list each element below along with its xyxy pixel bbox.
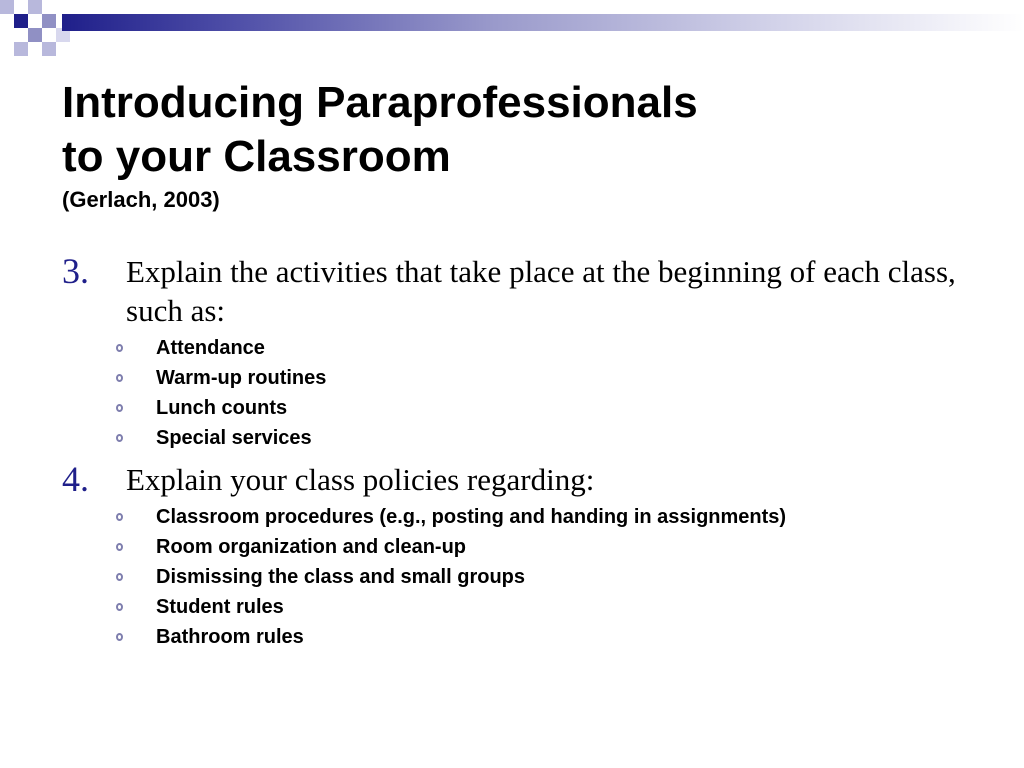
title-line-2: to your Classroom [62,132,451,181]
item-text: Explain the activities that take place at the beginning of each class, such as: [126,254,956,328]
deco-square [28,0,42,14]
item-number: 4. [62,459,89,499]
sub-item-text: Dismissing the class and small groups [156,566,526,588]
slide-title [62,76,698,214]
item-number: 3. [62,251,89,291]
sub-list-item [156,426,982,450]
circle-bullet-icon [116,543,123,551]
sub-item-text: Attendance [156,337,265,359]
sub-list-item [156,595,982,619]
numbered-item [62,252,982,330]
circle-bullet-icon [116,404,123,412]
sub-list-item [156,535,982,559]
deco-square [14,14,28,28]
title-citation: (Gerlach, 2003) [62,187,220,212]
sub-list [62,505,982,649]
sub-list-item [156,366,982,390]
deco-square [42,42,56,56]
sub-list-item [156,336,982,360]
sub-item-text: Warm-up routines [156,367,327,389]
sub-item-text: Room organization and clean-up [156,536,467,558]
circle-bullet-icon [116,603,123,611]
sub-item-text: Lunch counts [156,397,288,419]
circle-bullet-icon [116,513,123,521]
item-text: Explain your class policies regarding: [126,462,595,497]
sub-list-item [156,505,982,529]
deco-square [28,28,42,42]
numbered-item [62,460,982,499]
sub-item-text: Classroom procedures (e.g., posting and handing in assignments) [156,506,787,528]
sub-item-text: Student rules [156,596,284,618]
header-decoration [0,0,1024,70]
slide-body [62,252,982,655]
sub-list-item [156,565,982,589]
title-line-1: Introducing Paraprofessionals [62,78,698,127]
sub-list [62,336,982,450]
sub-list-item [156,625,982,649]
deco-square [0,0,14,14]
header-gradient-bar [62,14,1024,31]
deco-square [14,42,28,56]
sub-item-text: Bathroom rules [156,626,304,648]
circle-bullet-icon [116,344,123,352]
circle-bullet-icon [116,374,123,382]
circle-bullet-icon [116,573,123,581]
deco-square [42,14,56,28]
circle-bullet-icon [116,434,123,442]
circle-bullet-icon [116,633,123,641]
sub-list-item [156,396,982,420]
sub-item-text: Special services [156,427,312,449]
